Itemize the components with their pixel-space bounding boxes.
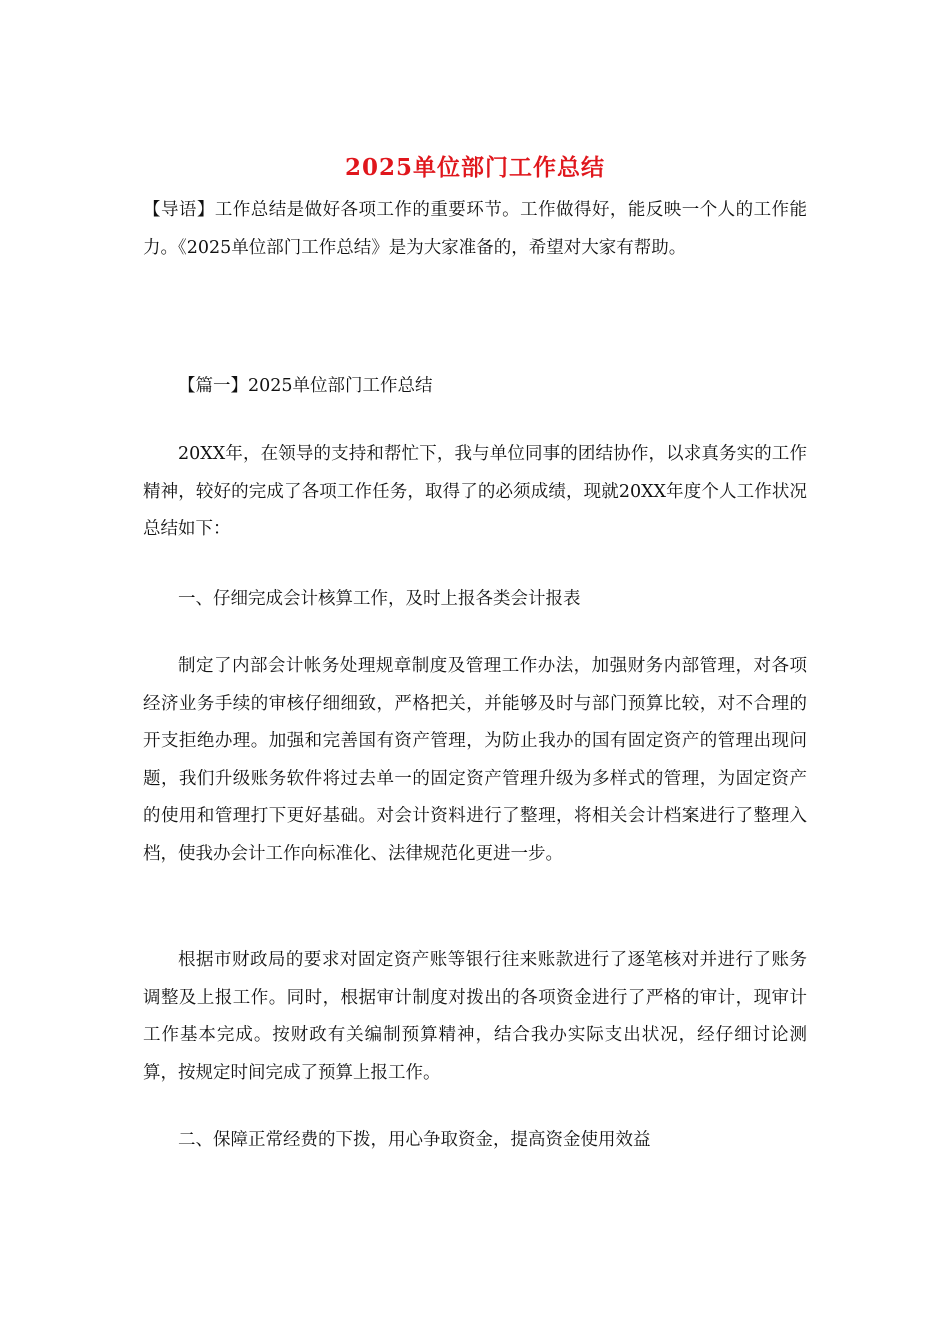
opening-paragraph: 20XX年，在领导的支持和帮忙下，我与单位同事的团结协作，以求真务实的工作精神，较好的完成了各项工作任务，取得了的必须成绩，现就20XX年度个人工作状况总结如下： <box>143 444 807 540</box>
section-heading: 【篇一】2025单位部门工作总结 <box>178 376 433 396</box>
heading-two: 二、保障正常经费的下拨，用心争取资金，提高资金使用效益 <box>178 1130 651 1150</box>
intro-paragraph: 【导语】工作总结是做好各项工作的重要环节。工作做得好，能反映一个人的工作能力。《2025单位部门工作总结》是为大家准备的，希望对大家有帮助。 <box>143 200 807 258</box>
heading-one: 一、仔细完成会计核算工作，及时上报各类会计报表 <box>178 589 581 609</box>
paragraph-two: 根据市财政局的要求对固定资产账等银行往来账款进行了逐笔核对并进行了账务调整及上报工作。同时，根据审计制度对拨出的各项资金进行了严格的审计，现审计工作基本完成。按财政有关编制预算精神，结合我办实际支出状况，经仔细讨论测算，按规定时间完成了预算上报工作。 <box>143 950 807 1083</box>
paragraph-one: 制定了内部会计帐务处理规章制度及管理工作办法，加强财务内部管理，对各项经济业务手续的审核仔细细致，严格把关，并能够及时与部门预算比较，对不合理的开支拒绝办理。加强和完善国有资产管理，为防止我办的国有固定资产的管理出现问题，我们升级账务软件将过去单一的固定资产管理升级为多样式的管理，为固定资产的使用和管理打下更好基础。对会计资料进行了整理，将相关会计档案进行了整理入档，使我办会计工作向标准化、法律规范化更进一步。 <box>143 656 807 864</box>
document-title: 2025单位部门工作总结 <box>344 154 605 181</box>
